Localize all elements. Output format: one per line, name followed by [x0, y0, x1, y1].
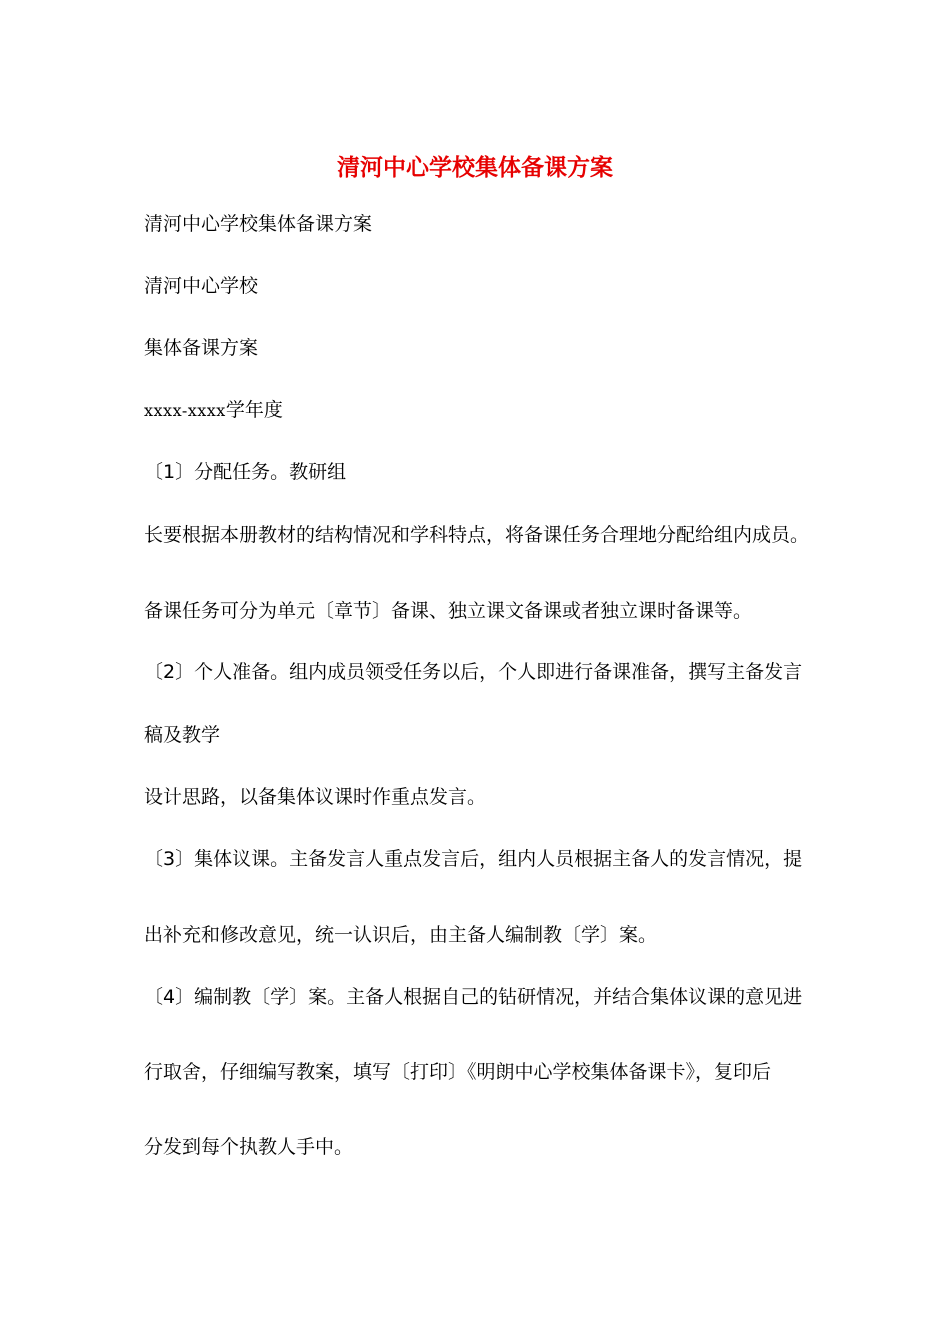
paragraph-line: 长要根据本册教材的结构情况和学科特点，将备课任务合理地分配给组内成员。 — [144, 524, 810, 546]
plan-name-line: 集体备课方案 — [144, 337, 259, 359]
school-year-range: xxxx-xxxx — [144, 401, 226, 420]
paragraph-line: 〔4〕编制教〔学〕案。主备人根据自己的钻研情况，并结合集体议课的意见进 — [144, 986, 803, 1008]
paragraph-line: 出补充和修改意见，统一认识后，由主备人编制教〔学〕案。 — [144, 924, 658, 946]
subtitle-line: 清河中心学校集体备课方案 — [144, 213, 373, 235]
school-year-line — [144, 396, 283, 425]
paragraph-line: 〔1〕分配任务。教研组 — [144, 461, 347, 483]
paragraph-line: 备课任务可分为单元〔章节〕备课、独立课文备课或者独立课时备课等。 — [144, 600, 753, 622]
paragraph-line: 设计思路，以备集体议课时作重点发言。 — [144, 786, 487, 808]
paragraph-line: 行取舍，仔细编写教案，填写〔打印〕《明朗中心学校集体备课卡》，复印后 — [144, 1061, 772, 1083]
school-name-line: 清河中心学校 — [144, 275, 259, 297]
document-title: 清河中心学校集体备课方案 — [337, 154, 613, 181]
paragraph-line: 〔2〕个人准备。组内成员领受任务以后，个人即进行备课准备，撰写主备发言 — [144, 661, 803, 683]
paragraph-line: 分发到每个执教人手中。 — [144, 1136, 354, 1158]
paragraph-line: 稿及教学 — [144, 724, 221, 746]
paragraph-line: 〔3〕集体议课。主备发言人重点发言后，组内人员根据主备人的发言情况，提 — [144, 848, 803, 870]
school-year-label: 学年度 — [225, 399, 283, 421]
